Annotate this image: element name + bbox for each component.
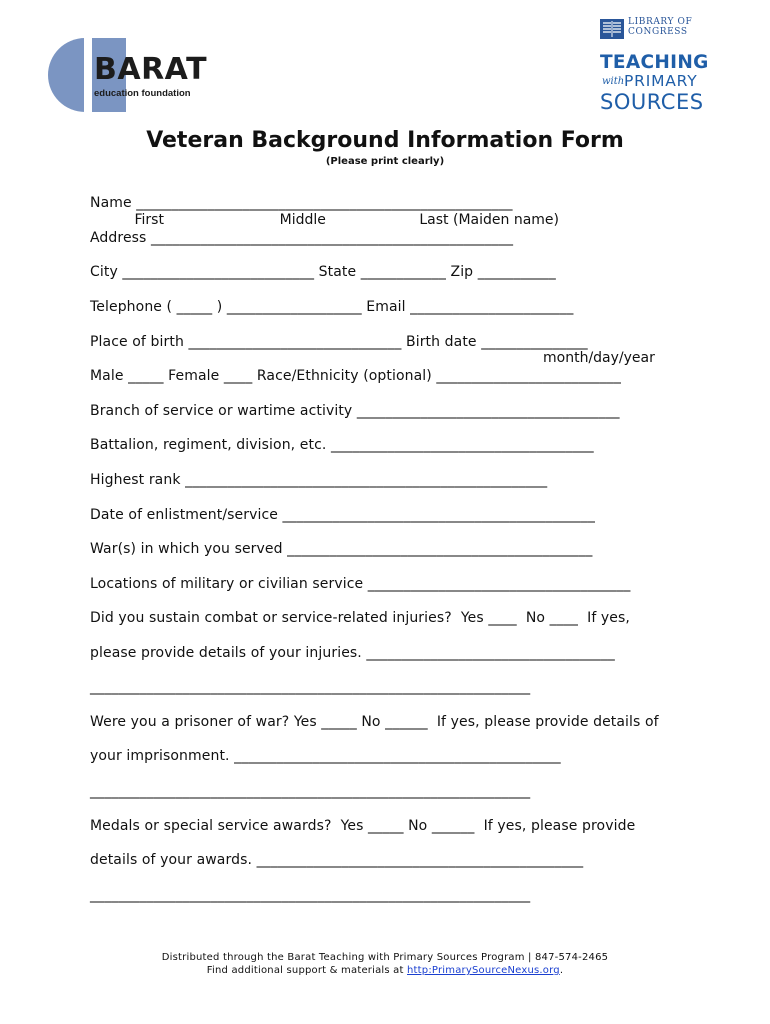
injuries-blank-line[interactable]: ______________________________________________________________ (90, 679, 531, 695)
gender-race-field[interactable]: Male _____ Female ____ Race/Ethnicity (optional) __________________________ (90, 368, 622, 384)
footer-distribution: Distributed through the Barat Teaching with Primary Sources Program | 847-574-2465 (161, 952, 609, 963)
tps-sources: SOURCES (600, 90, 704, 114)
loc-line-2: CONGRESS (628, 27, 688, 37)
medals-details-field[interactable]: details of your awards. ______________________________________________ (90, 852, 584, 868)
injuries-details-field[interactable]: please provide details of your injuries. ___________________________________ (90, 645, 615, 661)
primary-source-nexus-link[interactable]: http:PrimarySourceNexus.org (407, 965, 560, 976)
date-format-label: month/day/year (543, 350, 655, 366)
injuries-question[interactable]: Did you sustain combat or service-related injuries? Yes ____ No ____ If yes, (90, 610, 630, 626)
loc-line-1: LIBRARY OF (628, 17, 693, 27)
pow-blank-line[interactable]: ______________________________________________________________ (90, 783, 531, 799)
wars-field[interactable]: War(s) in which you served ___________________________________________ (90, 541, 593, 557)
loc-tps-logo (600, 16, 710, 116)
telephone-email-field[interactable]: Telephone ( _____ ) ___________________ Email _______________________ (90, 299, 574, 315)
medals-question[interactable]: Medals or special service awards? Yes _____ No ______ If yes, please provide (90, 818, 636, 834)
barat-logo-gap (84, 38, 92, 112)
address-field[interactable]: Address ___________________________________________________ (90, 230, 514, 246)
rank-field[interactable]: Highest rank ___________________________________________________ (90, 472, 548, 488)
birth-field[interactable]: Place of birth ______________________________ Birth date _______________ (90, 334, 588, 350)
library-book-icon (600, 19, 624, 39)
footer-support (0, 965, 770, 976)
pow-details-field[interactable]: your imprisonment. ______________________________________________ (90, 748, 561, 764)
footer-support-suffix: . (559, 965, 564, 976)
branch-field[interactable]: Branch of service or wartime activity _____________________________________ (90, 403, 620, 419)
locations-field[interactable]: Locations of military or civilian service _____________________________________ (90, 576, 631, 592)
tps-primary: PRIMARY (624, 72, 698, 90)
footer-support-prefix: Find additional support & materials at (206, 965, 408, 976)
name-parts-label: First Middle Last (Maiden name) (90, 212, 559, 228)
battalion-field[interactable]: Battalion, regiment, division, etc. _____________________________________ (90, 437, 594, 453)
barat-logo-name: BARAT (94, 52, 208, 87)
name-field[interactable]: Name _____________________________________________________ (90, 195, 513, 211)
form-subtitle: (Please print clearly) (325, 156, 445, 167)
barat-logo-tagline: education foundation (94, 88, 191, 99)
tps-teaching: TEACHING (600, 52, 709, 73)
medals-blank-line[interactable]: ______________________________________________________________ (90, 887, 531, 903)
barat-logo (48, 38, 218, 112)
tps-with: with (602, 76, 625, 87)
loc-wordmark (628, 17, 692, 37)
enlistment-field[interactable]: Date of enlistment/service ____________________________________________ (90, 507, 595, 523)
form-title: Veteran Background Information Form (146, 128, 624, 153)
pow-question[interactable]: Were you a prisoner of war? Yes _____ No ______ If yes, please provide details of (90, 714, 659, 730)
city-state-zip-field[interactable]: City ___________________________ State ____________ Zip ___________ (90, 264, 556, 280)
